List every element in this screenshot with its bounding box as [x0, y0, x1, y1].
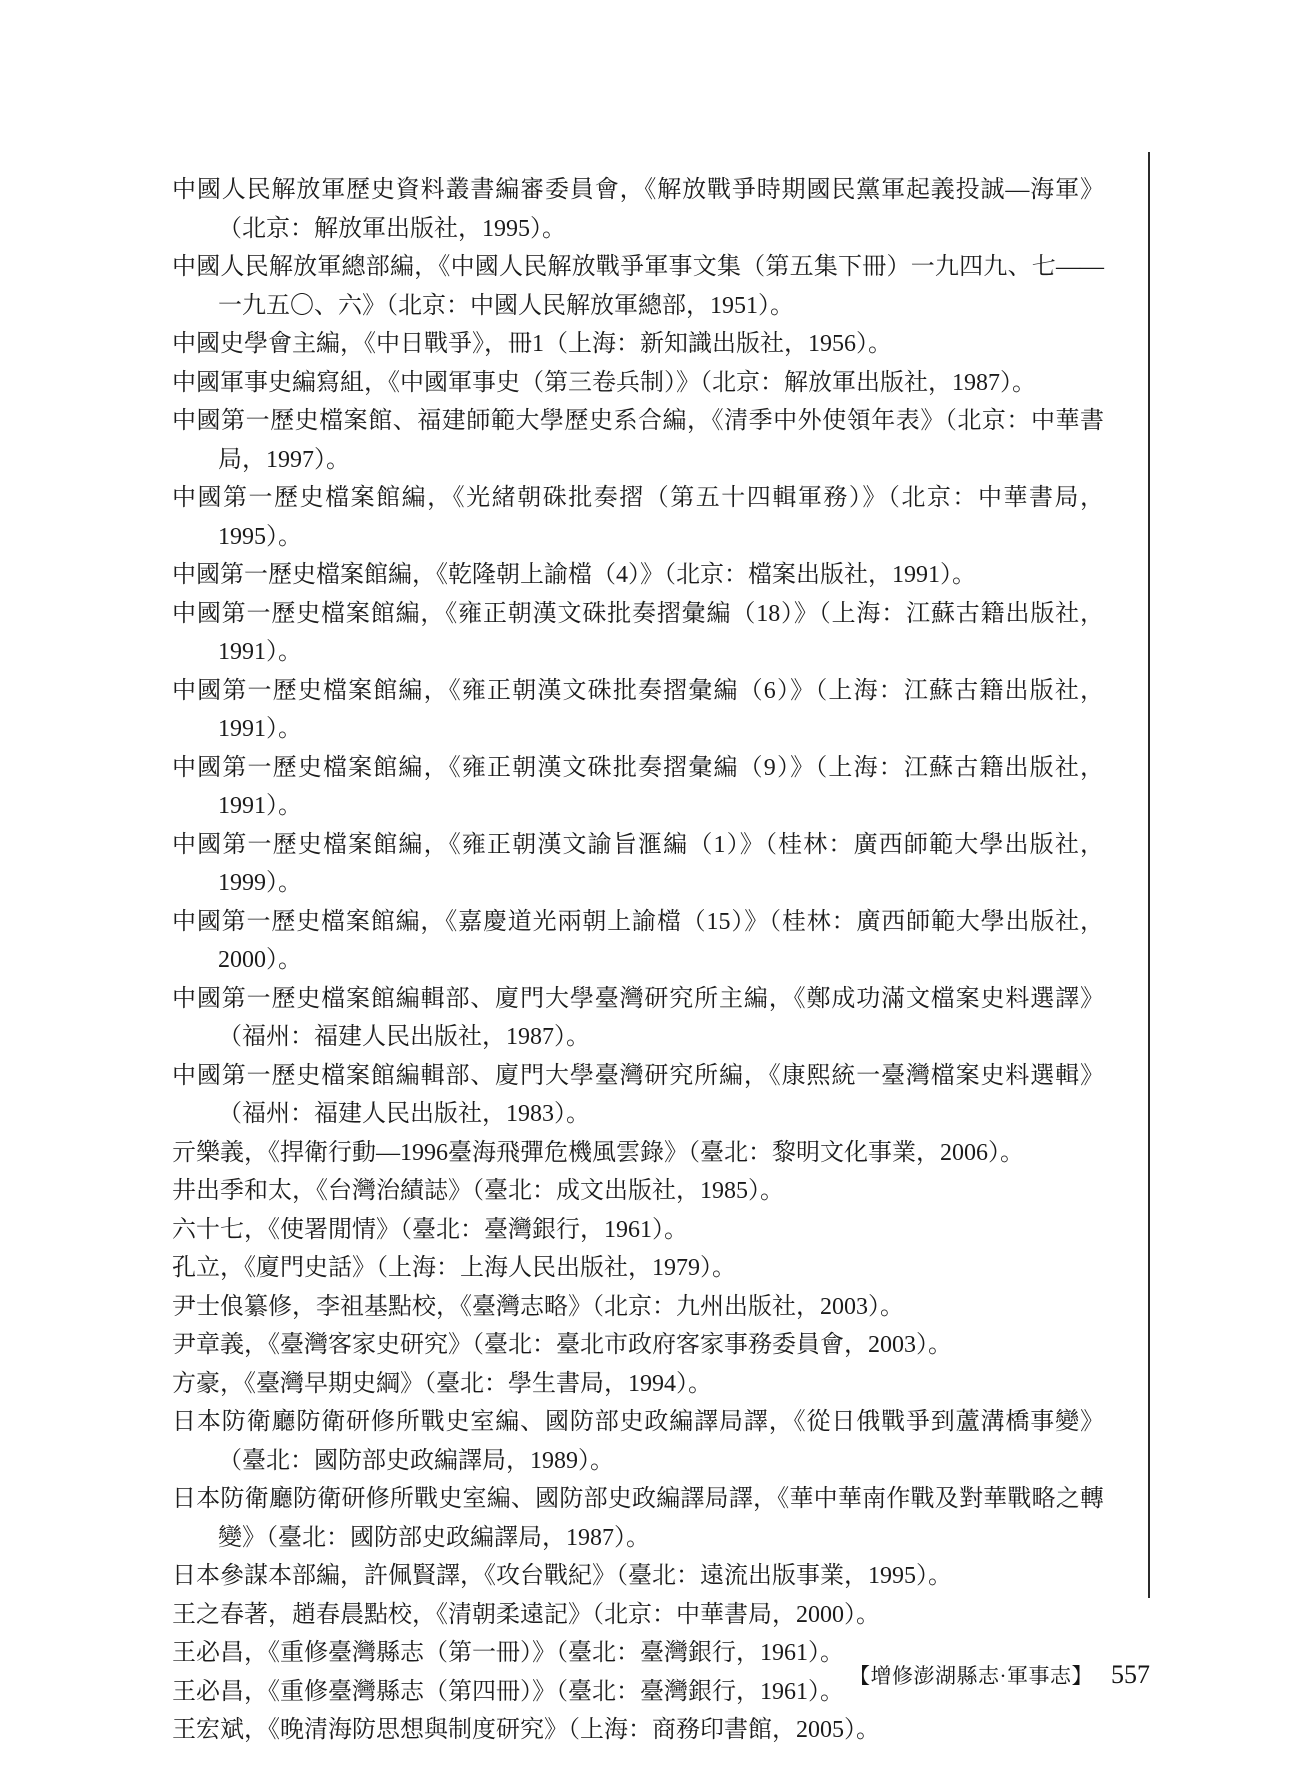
bibliography-entry: 孔立，《廈門史話》（上海：上海人民出版社，1979）。: [172, 1255, 736, 1281]
bibliography-entry: 王必昌，《重修臺灣縣志（第四冊）》（臺北：臺灣銀行，1961）。: [172, 1678, 844, 1705]
bibliography-entry: 中國第一歷史檔案館編輯部、廈門大學臺灣研究所編，《康熙統一臺灣檔案史料選輯》（福州：福建人民出版社，1983）。: [172, 1062, 1104, 1127]
bibliography-entry: 尹章義，《臺灣客家史研究》（臺北：臺北市政府客家事務委員會，2003）。: [172, 1332, 952, 1358]
bibliography-entry: 六十七，《使署閒情》（臺北：臺灣銀行，1961）。: [172, 1216, 688, 1243]
bibliography-entry: 王宏斌，《晚清海防思想與制度研究》（上海：商務印書館，2005）。: [172, 1717, 880, 1743]
bibliography-list: [172, 171, 1104, 1750]
bibliography-entry: 日本防衛廳防衛研修所戰史室編、國防部史政編譯局譯，《從日俄戰爭到蘆溝橋事變》（臺北：國防部史政編譯局，1989）。: [172, 1409, 1104, 1474]
bibliography-entry: 中國第一歷史檔案館編，《嘉慶道光兩朝上諭檔（15）》（桂林：廣西師範大學出版社，2000）。: [172, 908, 1104, 973]
bibliography-entry: 方豪，《臺灣早期史綱》（臺北：學生書局，1994）。: [172, 1370, 712, 1397]
bibliography-entry: 中國人民解放軍歷史資料叢書編審委員會，《解放戰爭時期國民黨軍起義投誠—海軍》（北京：解放軍出版社，1995）。: [172, 177, 1104, 242]
page-edge-rule: [1148, 152, 1150, 1598]
bibliography-entry: 井出季和太，《台灣治績誌》（臺北：成文出版社，1985）。: [172, 1178, 784, 1204]
bibliography-entry: 中國第一歷史檔案館編，《雍正朝漢文硃批奏摺彙編（18）》（上海：江蘇古籍出版社，1991）。: [172, 600, 1104, 665]
bibliography-entry: 王之春著，趙春晨點校，《清朝柔遠記》（北京：中華書局，2000）。: [172, 1601, 880, 1628]
bibliography-entry: 中國第一歷史檔案館編，《雍正朝漢文硃批奏摺彙編（9）》（上海：江蘇古籍出版社，1991）。: [172, 754, 1104, 819]
bibliography-entry: 尹士俍纂修，李祖基點校，《臺灣志略》（北京：九州出版社，2003）。: [172, 1293, 904, 1320]
bibliography-entry: 亓樂義，《捍衛行動—1996臺海飛彈危機風雲錄》（臺北：黎明文化事業，2006）。: [172, 1139, 1024, 1166]
footer-page-number: 557: [1111, 1660, 1150, 1689]
bibliography-entry: 中國第一歷史檔案館、福建師範大學歷史系合編，《清季中外使領年表》（北京：中華書局，1997）。: [172, 408, 1104, 473]
bibliography-entry: 日本防衛廳防衛研修所戰史室編、國防部史政編譯局譯，《華中華南作戰及對華戰略之轉變》（臺北：國防部史政編譯局，1987）。: [172, 1486, 1104, 1551]
bibliography-entry: 中國史學會主編，《中日戰爭》，冊1（上海：新知識出版社，1956）。: [172, 331, 892, 357]
footer-book-title: 【增修澎湖縣志·軍事志】: [849, 1664, 1093, 1688]
bibliography-entry: 中國第一歷史檔案館編輯部、廈門大學臺灣研究所主編，《鄭成功滿文檔案史料選譯》（福州：福建人民出版社，1987）。: [172, 985, 1104, 1050]
bibliography-entry: 中國軍事史編寫組，《中國軍事史（第三卷兵制）》（北京：解放軍出版社，1987）。: [172, 369, 1036, 396]
bibliography-entry: 中國人民解放軍總部編，《中國人民解放戰爭軍事文集（第五集下冊）一九四九、七——一九五〇、六》（北京：中國人民解放軍總部，1951）。: [172, 254, 1104, 319]
bibliography-entry: 中國第一歷史檔案館編，《乾隆朝上諭檔（4）》（北京：檔案出版社，1991）。: [172, 562, 976, 588]
bibliography-entry: 中國第一歷史檔案館編，《光緒朝硃批奏摺（第五十四輯軍務）》（北京：中華書局，1995）。: [172, 485, 1104, 550]
bibliography-entry: 日本參謀本部編，許佩賢譯，《攻台戰紀》（臺北：遠流出版事業，1995）。: [172, 1563, 952, 1589]
bibliography-entry: 中國第一歷史檔案館編，《雍正朝漢文硃批奏摺彙編（6）》（上海：江蘇古籍出版社，1991）。: [172, 677, 1104, 742]
bibliography-entry: 王必昌，《重修臺灣縣志（第一冊）》（臺北：臺灣銀行，1961）。: [172, 1640, 844, 1666]
page-footer: [849, 1660, 1150, 1690]
bibliography-entry: 中國第一歷史檔案館編，《雍正朝漢文諭旨滙編（1）》（桂林：廣西師範大學出版社，1999）。: [172, 831, 1104, 896]
